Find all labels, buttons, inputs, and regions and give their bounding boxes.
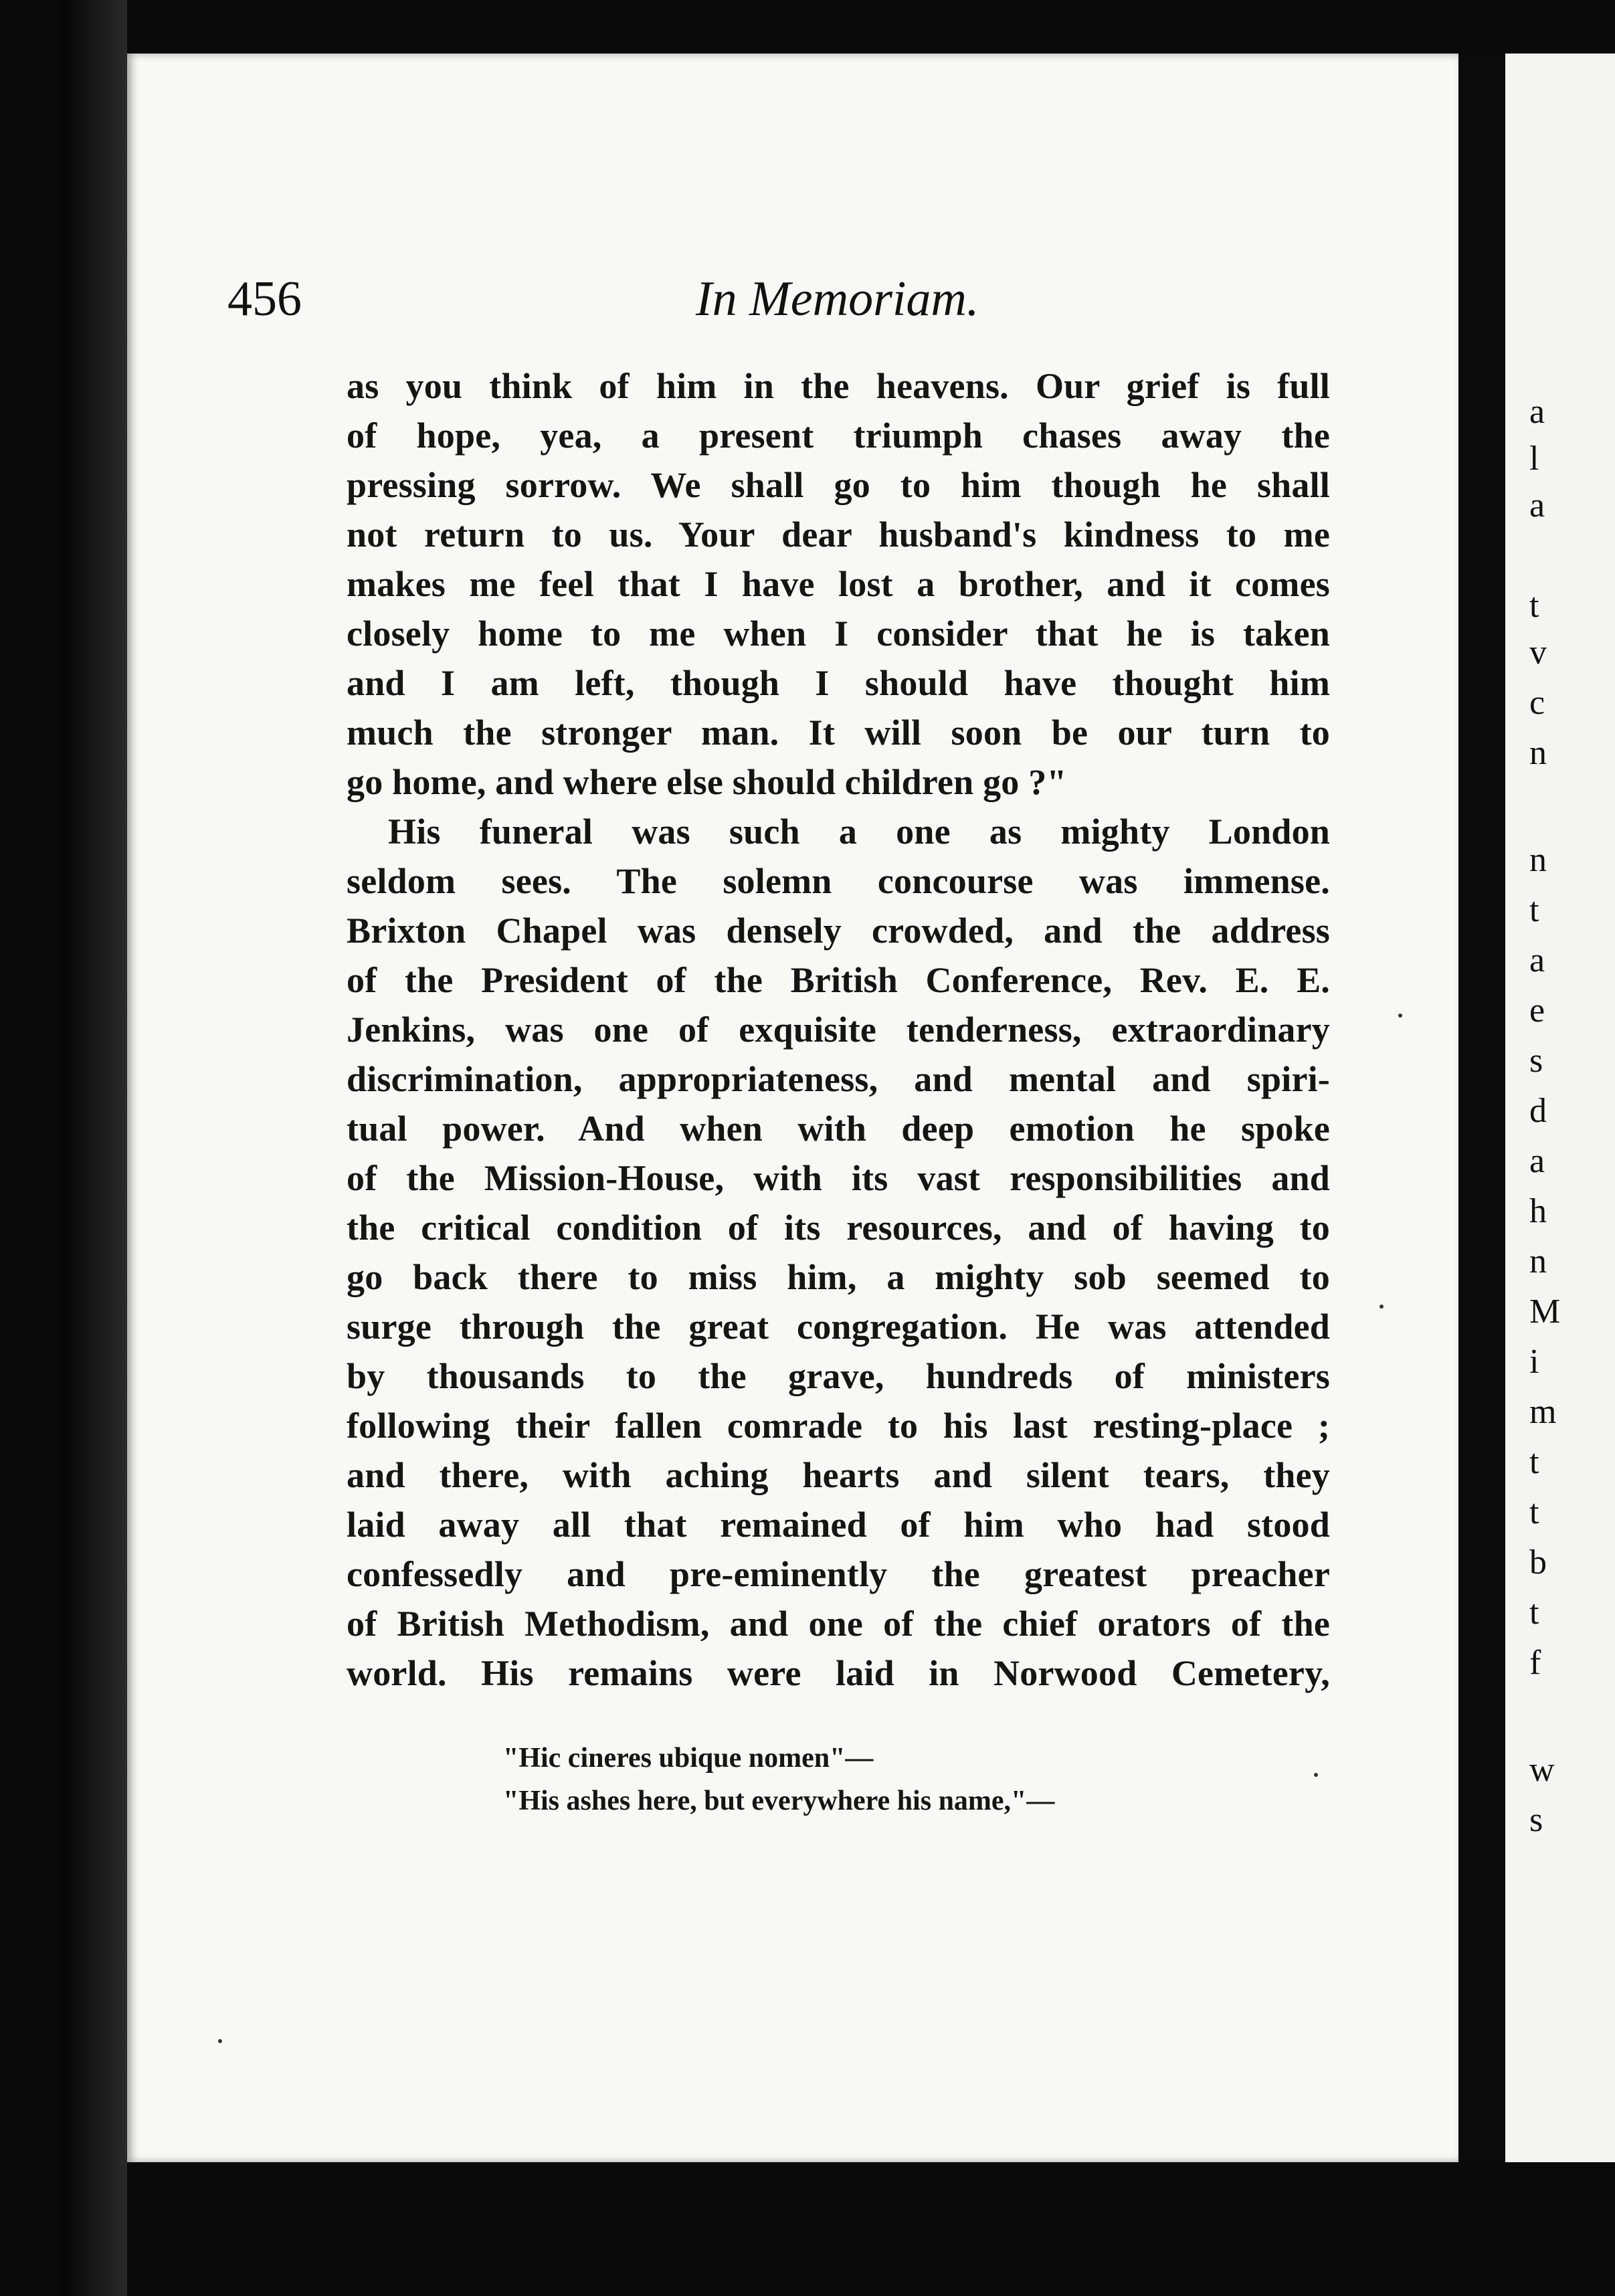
text-line: laid away all that remained of him who had stood: [347, 1505, 1330, 1545]
adjacent-page-fragment: c: [1529, 684, 1545, 722]
text-line: not return to us. Your dear husband's kindness to me: [347, 514, 1330, 555]
text-line: tual power. And when with deep emotion he spoke: [347, 1109, 1330, 1149]
adjacent-page-fragment: l: [1529, 440, 1539, 478]
text-line: makes me feel that I have lost a brother, and it comes: [347, 564, 1330, 604]
adjacent-page-fragment: i: [1529, 1343, 1539, 1381]
text-line: of British Methodism, and one of the chief orators of the: [347, 1604, 1330, 1644]
text-line: of the Mission-House, with its vast responsibilities and: [347, 1158, 1330, 1198]
text-line: as you think of him in the heavens. Our grief is full: [347, 366, 1330, 406]
adjacent-page-fragment: a: [1529, 393, 1545, 431]
epigraph-english: "His ashes here, but everywhere his name,"—: [503, 1786, 1055, 1816]
book-binding-edge: [60, 0, 127, 2296]
adjacent-page-fragment: n: [1529, 841, 1547, 879]
text-line: world. His remains were laid in Norwood Cemetery,: [347, 1653, 1330, 1693]
adjacent-page-fragment: t: [1529, 1443, 1539, 1481]
text-line: seldom sees. The solemn concourse was immense.: [347, 861, 1330, 901]
text-line: discrimination, appropriateness, and mental and spiri-: [347, 1059, 1330, 1099]
scan-speck: [1314, 1773, 1318, 1777]
text-line: surge through the great congregation. He was attended: [347, 1307, 1330, 1347]
adjacent-page-fragment: a: [1529, 1142, 1545, 1180]
text-line: Brixton Chapel was densely crowded, and the address: [347, 911, 1330, 951]
text-line: Jenkins, was one of exquisite tenderness, extraordinary: [347, 1010, 1330, 1050]
running-title: In Memoriam.: [696, 272, 979, 326]
adjacent-page-fragment: m: [1529, 1393, 1557, 1431]
adjacent-page-fragment: t: [1529, 891, 1539, 929]
text-line: by thousands to the grave, hundreds of ministers: [347, 1356, 1330, 1396]
text-line: closely home to me when I consider that he is taken: [347, 613, 1330, 654]
adjacent-page-fragment: s: [1529, 1801, 1543, 1839]
adjacent-page-fragment: t: [1529, 587, 1539, 625]
text-line: of the President of the British Conference, Rev. E. E.: [347, 960, 1330, 1000]
adjacent-page-fragment: a: [1529, 941, 1545, 979]
adjacent-page-edge: [1505, 54, 1615, 2162]
text-line: of hope, yea, a present triumph chases away the: [347, 415, 1330, 456]
adjacent-page-fragment: n: [1529, 1242, 1547, 1280]
adjacent-page-fragment: t: [1529, 1493, 1539, 1531]
page-header: [227, 271, 1331, 331]
text-line: and there, with aching hearts and silent tears, they: [347, 1455, 1330, 1495]
scan-speck: [1398, 1014, 1402, 1018]
text-line: following their fallen comrade to his last resting-place ;: [347, 1406, 1330, 1446]
adjacent-page-fragment: f: [1529, 1644, 1541, 1682]
adjacent-page-fragment: e: [1529, 991, 1545, 1030]
adjacent-page-fragment: h: [1529, 1192, 1547, 1230]
adjacent-page-fragment: b: [1529, 1543, 1547, 1582]
adjacent-page-fragment: d: [1529, 1092, 1547, 1130]
adjacent-page-fragment: M: [1529, 1293, 1561, 1331]
text-line: pressing sorrow. We shall go to him though he shall: [347, 465, 1330, 505]
epigraph: [503, 1737, 1054, 1822]
adjacent-page-fragment: s: [1529, 1042, 1543, 1080]
text-line: go back there to miss him, a mighty sob seemed to: [347, 1257, 1330, 1297]
paragraph-first-line: His funeral was such a one as mighty London: [388, 811, 1330, 852]
page-gutter: [1458, 54, 1505, 2162]
body-text: [347, 361, 1330, 1698]
adjacent-page-fragment: n: [1529, 734, 1547, 772]
epigraph-latin: "Hic cineres ubique nomen"—: [503, 1743, 874, 1774]
text-line: go home, and where else should children go ?": [347, 762, 1067, 802]
adjacent-page-fragment: a: [1529, 486, 1545, 524]
text-line: confessedly and pre-eminently the greatest preacher: [347, 1554, 1330, 1594]
scan-speck: [218, 2039, 222, 2043]
adjacent-page-fragment: w: [1529, 1751, 1555, 1789]
scan-speck: [1380, 1305, 1384, 1309]
text-line: the critical condition of its resources, and of having to: [347, 1208, 1330, 1248]
text-line: much the stronger man. It will soon be our turn to: [347, 712, 1330, 753]
page-number: 456: [227, 272, 302, 326]
adjacent-page-fragment: v: [1529, 634, 1547, 672]
text-line: and I am left, though I should have thought him: [347, 663, 1330, 703]
adjacent-page-fragment: t: [1529, 1594, 1539, 1632]
